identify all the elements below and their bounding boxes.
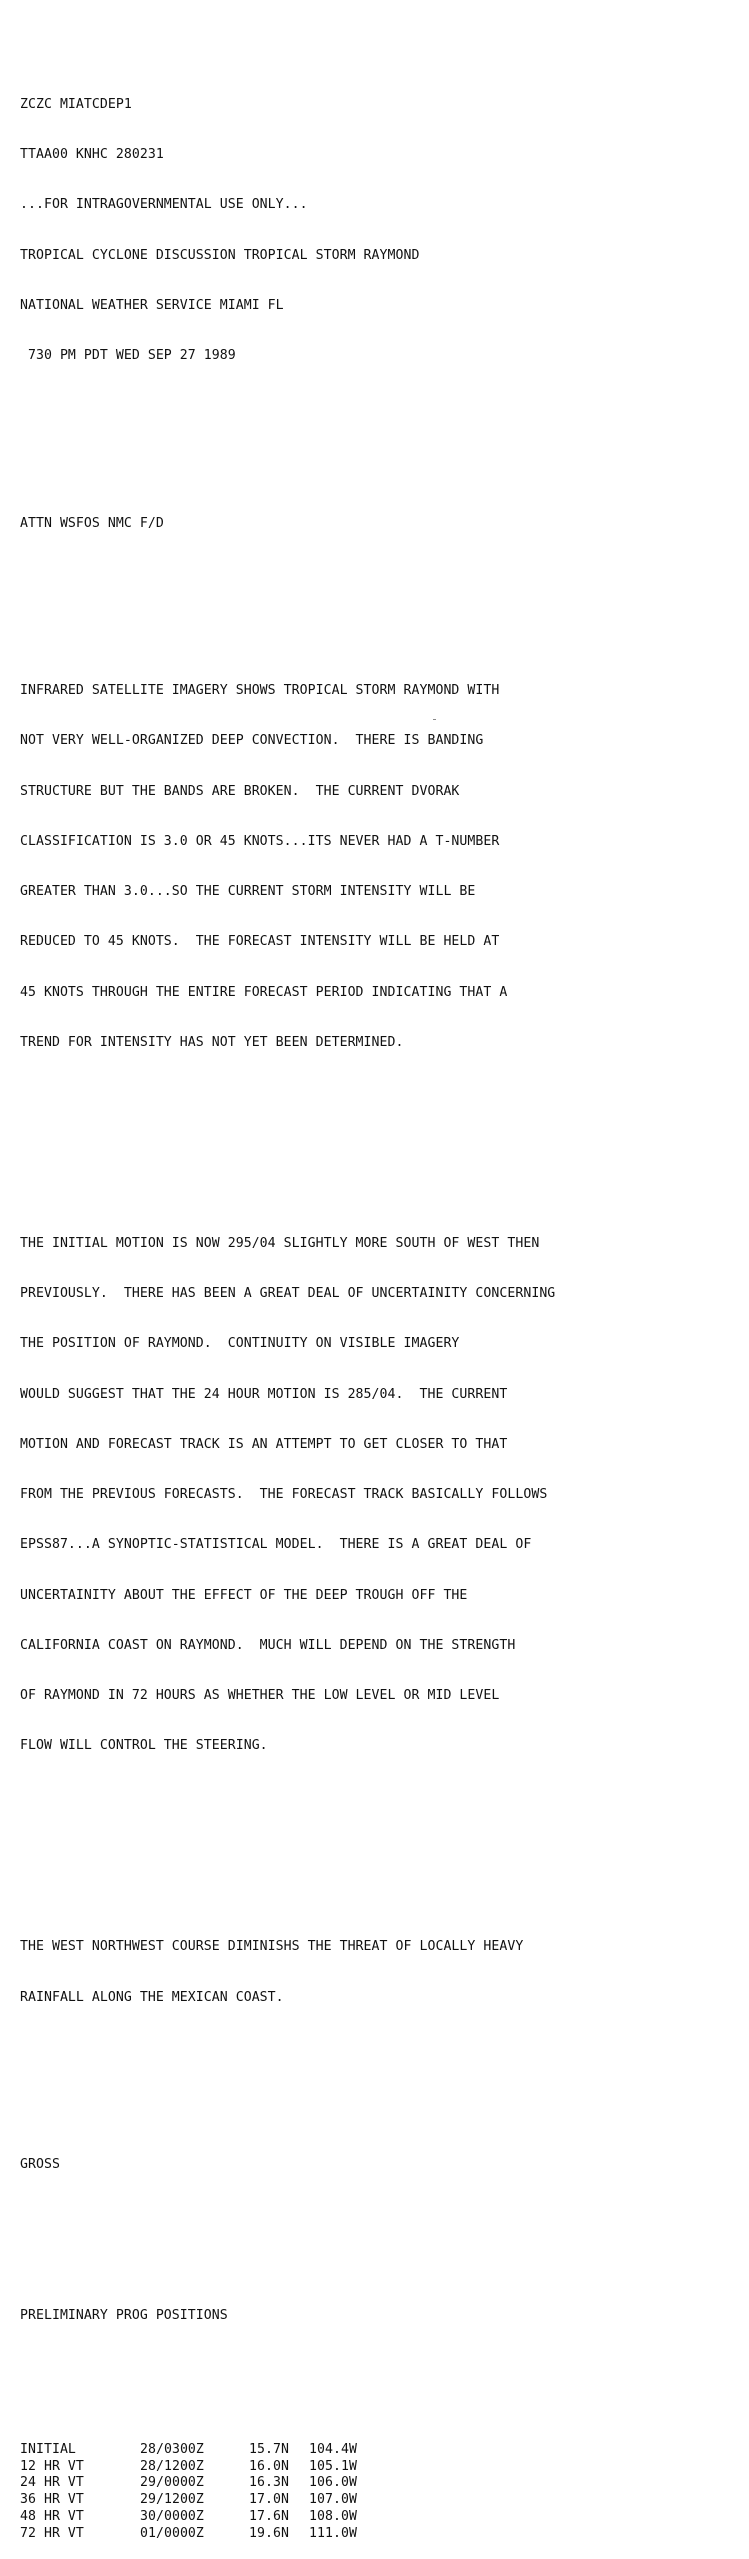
paragraph-line: UNCERTAINITY ABOUT THE EFFECT OF THE DEEP TROUGH OFF THE bbox=[20, 1587, 468, 1603]
paragraph-line: THE WEST NORTHWEST COURSE DIMINISHS THE THREAT OF LOCALLY HEAVY bbox=[20, 1939, 524, 1955]
paragraph-line: THE POSITION OF RAYMOND. CONTINUITY ON VISIBLE IMAGERY bbox=[20, 1336, 460, 1352]
valid-time-cell: 01/0000Z bbox=[140, 2525, 204, 2541]
paragraph-line: NOT VERY WELL-ORGANIZED DEEP CONVECTION. THERE IS BANDING bbox=[20, 733, 484, 749]
prog-row bbox=[20, 2459, 389, 2476]
paragraph-line: GREATER THAN 3.0...SO THE CURRENT STORM INTENSITY WILL BE bbox=[20, 884, 476, 899]
latitude-cell: 17.0N bbox=[249, 2492, 289, 2507]
prog-row bbox=[20, 2492, 389, 2509]
paragraph-line: FROM THE PREVIOUS FORECASTS. THE FORECAST TRACK BASICALLY FOLLOWS bbox=[20, 1487, 548, 1502]
paragraph-line: TREND FOR INTENSITY HAS NOT YET BEEN DETERMINED. bbox=[20, 1034, 404, 1050]
valid-time-cell: 29/1200Z bbox=[140, 2492, 204, 2507]
paragraph-line: STRUCTURE BUT THE BANDS ARE BROKEN. THE CURRENT DVORAK bbox=[20, 783, 460, 799]
header-line: NATIONAL WEATHER SERVICE MIAMI FL bbox=[20, 297, 284, 313]
forecast-hour-cell: 36 HR VT bbox=[20, 2492, 84, 2507]
forecast-hour-cell: 12 HR VT bbox=[20, 2458, 84, 2474]
intensity-paragraph bbox=[20, 650, 735, 1086]
scan-speck bbox=[433, 719, 436, 720]
latitude-cell: 16.3N bbox=[249, 2475, 289, 2491]
attention-line: ATTN WSFOS NMC F/D bbox=[20, 515, 164, 531]
prog-positions-table bbox=[20, 2442, 389, 2543]
paragraph-line: CLASSIFICATION IS 3.0 OR 45 KNOTS...ITS NEVER HAD A T-NUMBER bbox=[20, 833, 500, 849]
paragraph-line: FLOW WILL CONTROL THE STEERING. bbox=[20, 1738, 268, 1754]
paragraph-line: INFRARED SATELLITE IMAGERY SHOWS TROPICAL STORM RAYMOND WITH bbox=[20, 683, 500, 698]
header-line: ...FOR INTRAGOVERNMENTAL USE ONLY... bbox=[20, 197, 308, 213]
header-line: TTAA00 KNHC 280231 bbox=[20, 147, 164, 162]
paragraph-line: 45 KNOTS THROUGH THE ENTIRE FORECAST PERIOD INDICATING THAT A bbox=[20, 984, 508, 1000]
header-line: TROPICAL CYCLONE DISCUSSION TROPICAL STORM RAYMOND bbox=[20, 247, 420, 263]
longitude-cell: 105.1W bbox=[309, 2458, 357, 2474]
rainfall-paragraph bbox=[20, 1906, 735, 2040]
header-line: 730 PM PDT WED SEP 27 1989 bbox=[20, 348, 236, 363]
paragraph-line: EPSS87...A SYNOPTIC-STATISTICAL MODEL. THERE IS A GREAT DEAL OF bbox=[20, 1537, 532, 1553]
bulletin-header bbox=[20, 63, 735, 398]
forecast-hour-cell: 24 HR VT bbox=[20, 2475, 84, 2491]
longitude-cell: 104.4W bbox=[309, 2441, 357, 2457]
latitude-cell: 16.0N bbox=[249, 2458, 289, 2474]
prog-row bbox=[20, 2509, 389, 2526]
forecast-hour-cell: 72 HR VT bbox=[20, 2525, 84, 2541]
forecast-hour-cell: 48 HR VT bbox=[20, 2508, 84, 2524]
valid-time-cell: 28/1200Z bbox=[140, 2458, 204, 2474]
longitude-cell: 106.0W bbox=[309, 2475, 357, 2491]
latitude-cell: 15.7N bbox=[249, 2441, 289, 2457]
discussion-document bbox=[20, 13, 735, 2559]
paragraph-line: REDUCED TO 45 KNOTS. THE FORECAST INTENSITY WILL BE HELD AT bbox=[20, 934, 500, 950]
longitude-cell: 111.0W bbox=[309, 2525, 357, 2541]
paragraph-line: THE INITIAL MOTION IS NOW 295/04 SLIGHTLY MORE SOUTH OF WEST THEN bbox=[20, 1235, 540, 1251]
prog-row bbox=[20, 2526, 389, 2543]
latitude-cell: 19.6N bbox=[249, 2525, 289, 2541]
valid-time-cell: 30/0000Z bbox=[140, 2508, 204, 2524]
latitude-cell: 17.6N bbox=[249, 2508, 289, 2524]
valid-time-cell: 28/0300Z bbox=[140, 2441, 204, 2457]
paragraph-line: OF RAYMOND IN 72 HOURS AS WHETHER THE LOW LEVEL OR MID LEVEL bbox=[20, 1688, 500, 1703]
prog-row bbox=[20, 2442, 389, 2459]
paragraph-line: MOTION AND FORECAST TRACK IS AN ATTEMPT TO GET CLOSER TO THAT bbox=[20, 1436, 508, 1452]
longitude-cell: 108.0W bbox=[309, 2508, 357, 2524]
paragraph-line: RAINFALL ALONG THE MEXICAN COAST. bbox=[20, 1989, 284, 2005]
header-line: ZCZC MIATCDEP1 bbox=[20, 96, 132, 112]
paragraph-line: WOULD SUGGEST THAT THE 24 HOUR MOTION IS 285/04. THE CURRENT bbox=[20, 1386, 508, 1402]
prog-row bbox=[20, 2475, 389, 2492]
longitude-cell: 107.0W bbox=[309, 2492, 357, 2507]
valid-time-cell: 29/0000Z bbox=[140, 2475, 204, 2491]
motion-paragraph bbox=[20, 1202, 735, 1788]
paragraph-line: PREVIOUSLY. THERE HAS BEEN A GREAT DEAL OF UNCERTAINITY CONCERNING bbox=[20, 1286, 556, 1301]
forecaster-signature: GROSS bbox=[20, 2157, 60, 2172]
prog-title: PRELIMINARY PROG POSITIONS bbox=[20, 2307, 228, 2323]
paragraph-line: CALIFORNIA COAST ON RAYMOND. MUCH WILL DEPEND ON THE STRENGTH bbox=[20, 1637, 516, 1653]
forecast-hour-cell: INITIAL bbox=[20, 2441, 76, 2457]
